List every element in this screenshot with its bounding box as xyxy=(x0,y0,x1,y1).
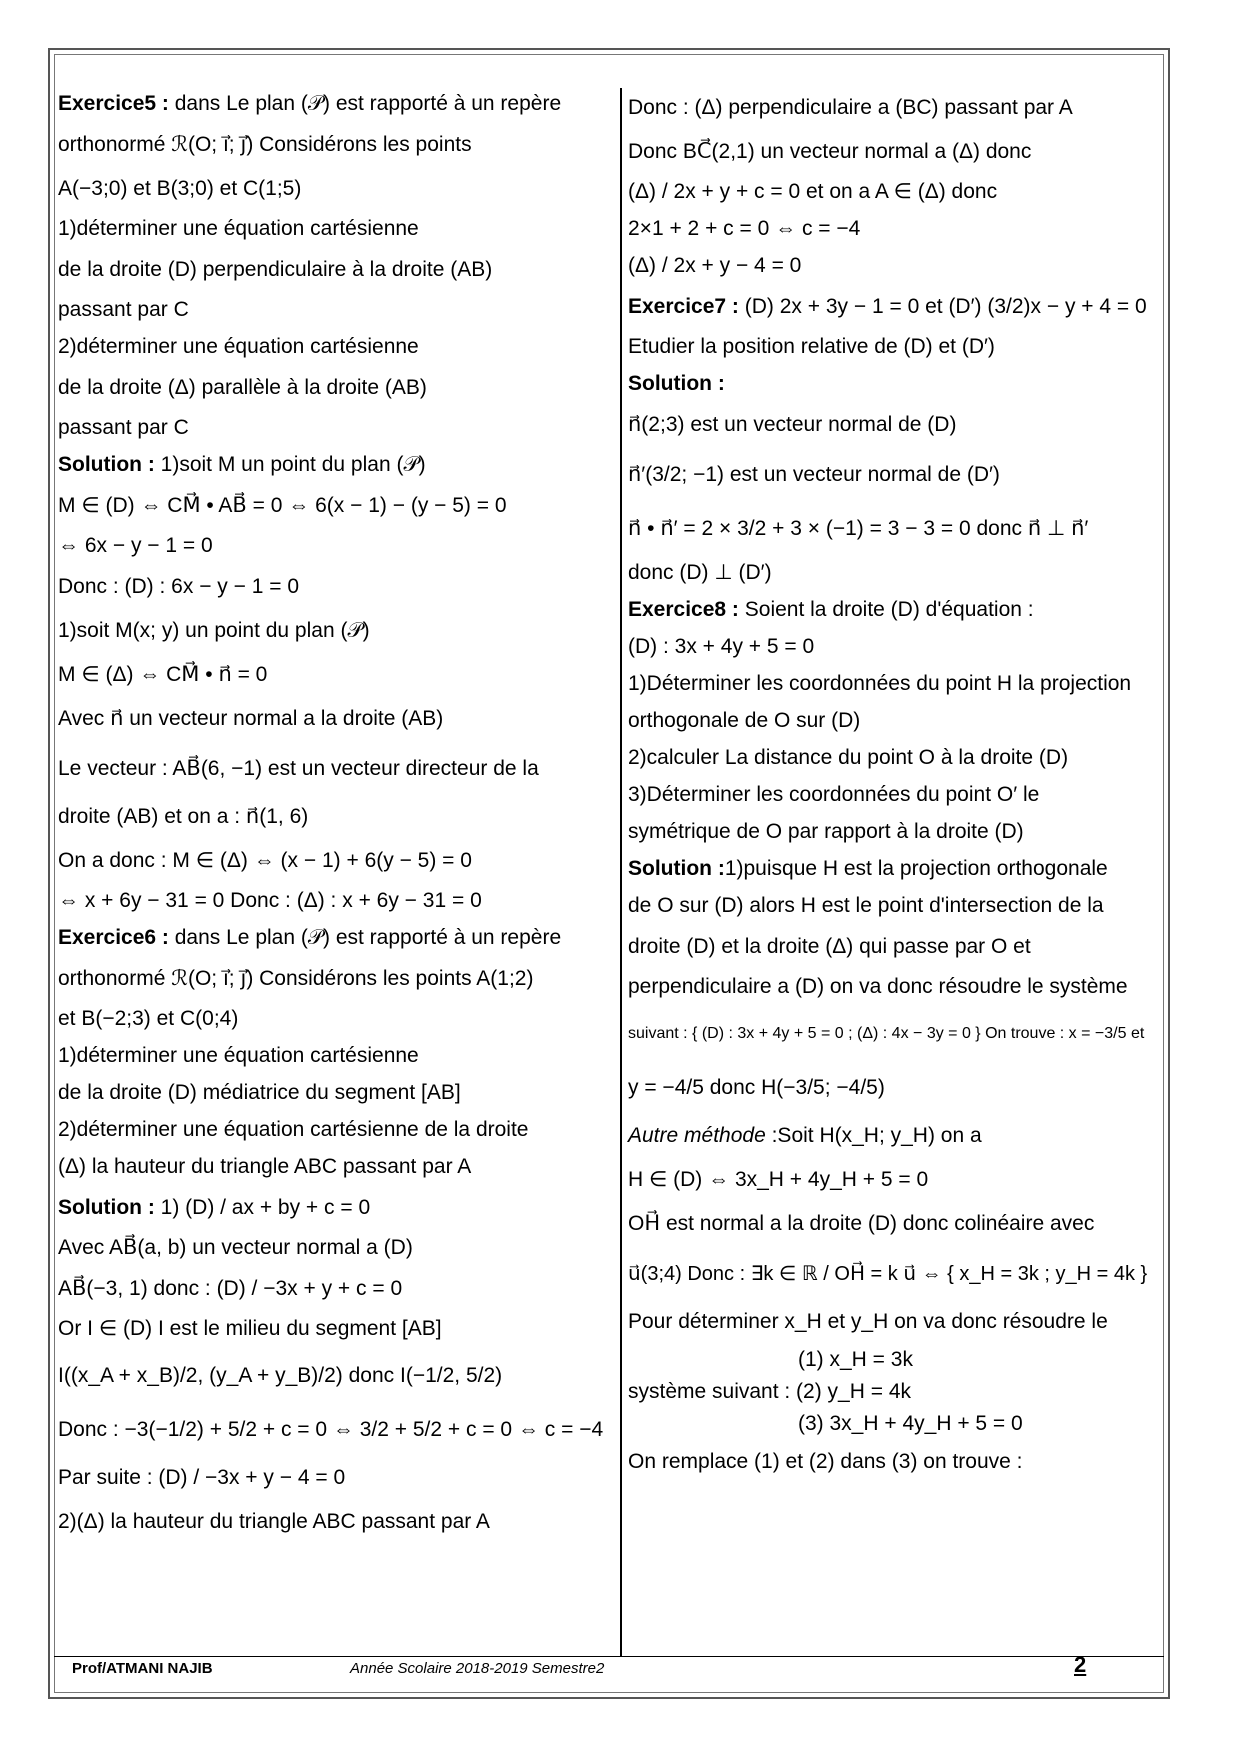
exercise8-alt-method: Autre méthode :Soit H(x_H; y_H) on a xyxy=(628,1124,982,1147)
exercise6-q2-constant: 2×1 + 2 + c = 0 ⇔ c = −4 xyxy=(628,217,861,240)
exercise6-solution-intro: Solution : 1) (D) / ax + by + c = 0 xyxy=(58,1196,371,1219)
exercise7-normal-d-prime: n⃗′(3/2; −1) est un vecteur normal de (D′) xyxy=(628,463,1000,486)
exercise6-q2-line2: (Δ) la hauteur du triangle ABC passant par A xyxy=(58,1155,472,1178)
exercise6-q2-equation: (Δ) / 2x + y + c = 0 et on a A ∈ (Δ) donc xyxy=(628,180,998,203)
exercise8-alt-system-eq1: (1) x_H = 3k xyxy=(798,1348,913,1371)
exercise5-solution-q2-eq1: M ∈ (Δ) ⇔ CM⃗ • n⃗ = 0 xyxy=(58,663,268,686)
exercise5-solution-normal: Avec n⃗ un vecteur normal a la droite (AB) xyxy=(58,707,444,730)
exercise5-q2-line3: passant par C xyxy=(58,416,189,439)
exercise8-solution-system: suivant : { (D) : 3x + 4y + 5 = 0 ; (Δ) : 4x − 3y = 0 } On trouve : x = −3/5 et xyxy=(628,1025,1145,1042)
exercise5-points: A(−3;0) et B(3;0) et C(1;5) xyxy=(58,177,302,200)
exercise5-solution-q2-eq2: On a donc : M ∈ (Δ) ⇔ (x − 1) + 6(y − 5) = 0 xyxy=(58,849,472,872)
exercise8-alt-determine: Pour déterminer x_H et y_H on va donc résoudre le xyxy=(628,1310,1108,1333)
exercise8-q1-line2: orthogonale de O sur (D) xyxy=(628,709,861,732)
exercise8-alt-collinear: u⃗(3;4) Donc : ∃k ∈ ℝ / OH⃗ = k u⃗ ⇔ { x_H = 3k ; y_H = 4k } xyxy=(628,1263,1148,1285)
exercise8-solution-point-h: y = −4/5 donc H(−3/5; −4/5) xyxy=(628,1076,885,1099)
exercise8-alt-equation: H ∈ (D) ⇔ 3x_H + 4y_H + 5 = 0 xyxy=(628,1168,929,1191)
exercise7-question: Etudier la position relative de (D) et (D′) xyxy=(628,335,995,358)
exercise7-heading: Exercice7 : (D) 2x + 3y − 1 = 0 et (D′) (3/2)x − y + 4 = 0 xyxy=(628,295,1147,318)
right-column xyxy=(628,86,1158,1484)
exercise5-solution-eq2: ⇔ 6x − y − 1 = 0 xyxy=(58,534,213,557)
exercise5-frame: orthonormé ℛ(O; i⃗; j⃗) Considérons les points xyxy=(58,133,472,156)
exercise8-solution-line4: perpendiculaire a (D) on va donc résoudre le système xyxy=(628,975,1128,998)
exercise5-solution-intro: Solution : 1)soit M un point du plan (𝒫) xyxy=(58,453,426,476)
exercise7-solution-label: Solution : xyxy=(628,372,725,395)
exercise8-q1-line1: 1)Déterminer les coordonnées du point H la projection xyxy=(628,672,1132,695)
exercise5-q1-line1: 1)déterminer une équation cartésienne xyxy=(58,217,419,240)
exercise5-q1-line3: passant par C xyxy=(58,298,189,321)
exercise7-dot-product: n⃗ • n⃗′ = 2 × 3/2 + 3 × (−1) = 3 − 3 = 0 donc n⃗ ⊥ n⃗′ xyxy=(628,517,1089,540)
exercise6-q2-normal-vector: Donc BC⃗(2,1) un vecteur normal a (Δ) donc xyxy=(628,140,1032,163)
exercise8-alt-system-eq3: (3) 3x_H + 4y_H + 5 = 0 xyxy=(798,1412,1023,1435)
exercise6-solution-constant: Donc : −3(−1/2) + 5/2 + c = 0 ⇔ 3/2 + 5/2 + c = 0 ⇔ c = −4 xyxy=(58,1418,604,1441)
exercise8-solution-line1: Solution :1)puisque H est la projection orthogonale xyxy=(628,857,1108,880)
exercise8-alt-system-eq2: système suivant : (2) y_H = 4k xyxy=(628,1380,912,1403)
exercise6-solution-midpoint-coords: I((x_A + x_B)/2, (y_A + y_B)/2) donc I(−1/2, 5/2) xyxy=(58,1364,503,1387)
column-divider xyxy=(620,88,622,1656)
page-number: 2 xyxy=(1074,1652,1087,1677)
footer-author: Prof/ATMANI NAJIB xyxy=(72,1660,213,1677)
exercise8-solution-line2: de O sur (D) alors H est le point d'intersection de la xyxy=(628,894,1104,917)
exercise5-solution-q2-intro: 1)soit M(x; y) un point du plan (𝒫) xyxy=(58,619,370,642)
exercise6-q1-line2: de la droite (D) médiatrice du segment [AB] xyxy=(58,1081,461,1104)
exercise8-solution-line3: droite (D) et la droite (Δ) qui passe par O et xyxy=(628,935,1031,958)
exercise5-q1-line2: de la droite (D) perpendiculaire à la droite (AB) xyxy=(58,258,493,281)
exercise6-points: et B(−2;3) et C(0;4) xyxy=(58,1007,239,1030)
exercise5-solution-direction: Le vecteur : AB⃗(6, −1) est un vecteur directeur de la xyxy=(58,757,539,780)
exercise6-q1-line1: 1)déterminer une équation cartésienne xyxy=(58,1044,419,1067)
footer-rule xyxy=(54,1656,1164,1657)
exercise8-q2: 2)calculer La distance du point O à la droite (D) xyxy=(628,746,1069,769)
exercise8-alt-replace: On remplace (1) et (2) dans (3) on trouve : xyxy=(628,1450,1023,1473)
exercise7-conclusion: donc (D) ⊥ (D′) xyxy=(628,561,772,584)
exercise5-q2-line2: de la droite (Δ) parallèle à la droite (AB) xyxy=(58,376,427,399)
exercise6-q2-perpendicular: Donc : (Δ) perpendiculaire a (BC) passant par A xyxy=(628,96,1073,119)
exercise8-line-equation: (D) : 3x + 4y + 5 = 0 xyxy=(628,635,815,658)
exercise6-heading: Exercice6 : dans Le plan (𝒫) est rapporté à un repère xyxy=(58,926,562,949)
exercise8-q3-line1: 3)Déterminer les coordonnées du point O′ le xyxy=(628,783,1040,806)
exercise8-alt-normal: OH⃗ est normal a la droite (D) donc colinéaire avec xyxy=(628,1212,1095,1235)
exercise5-solution-result1: Donc : (D) : 6x − y − 1 = 0 xyxy=(58,575,300,598)
exercise5-q2-line1: 2)déterminer une équation cartésienne xyxy=(58,335,419,358)
left-column xyxy=(58,86,614,1544)
exercise8-q3-line2: symétrique de O par rapport à la droite (D) xyxy=(628,820,1024,843)
exercise6-solution-normal: Avec AB⃗(a, b) un vecteur normal a (D) xyxy=(58,1236,413,1259)
exercise5-solution-result2: ⇔ x + 6y − 31 = 0 Donc : (Δ) : x + 6y − 31 = 0 xyxy=(58,889,482,912)
exercise5-solution-normal-vector: droite (AB) et on a : n⃗(1, 6) xyxy=(58,805,309,828)
exercise5-heading: Exercice5 : dans Le plan (𝒫) est rapporté à un repère xyxy=(58,92,562,115)
footer-school-year: Année Scolaire 2018-2019 Semestre2 xyxy=(350,1660,605,1677)
exercise6-frame: orthonormé ℛ(O; i⃗; j⃗) Considérons les points A(1;2) xyxy=(58,967,534,990)
exercise6-solution-result: Par suite : (D) / −3x + y − 4 = 0 xyxy=(58,1466,346,1489)
exercise6-solution-equation: AB⃗(−3, 1) donc : (D) / −3x + y + c = 0 xyxy=(58,1277,403,1300)
exercise6-solution-q2-intro: 2)(Δ) la hauteur du triangle ABC passant par A xyxy=(58,1510,490,1533)
exercise5-solution-eq1: M ∈ (D) ⇔ CM⃗ • AB⃗ = 0 ⇔ 6(x − 1) − (y − 5) = 0 xyxy=(58,494,507,517)
exercise8-heading: Exercice8 : Soient la droite (D) d'équation : xyxy=(628,598,1034,621)
exercise6-q2-result: (Δ) / 2x + y − 4 = 0 xyxy=(628,254,802,277)
exercise6-solution-midpoint: Or I ∈ (D) I est le milieu du segment [AB] xyxy=(58,1317,442,1340)
exercise7-normal-d: n⃗(2;3) est un vecteur normal de (D) xyxy=(628,413,957,436)
exercise6-q2-line1: 2)déterminer une équation cartésienne de la droite xyxy=(58,1118,529,1141)
